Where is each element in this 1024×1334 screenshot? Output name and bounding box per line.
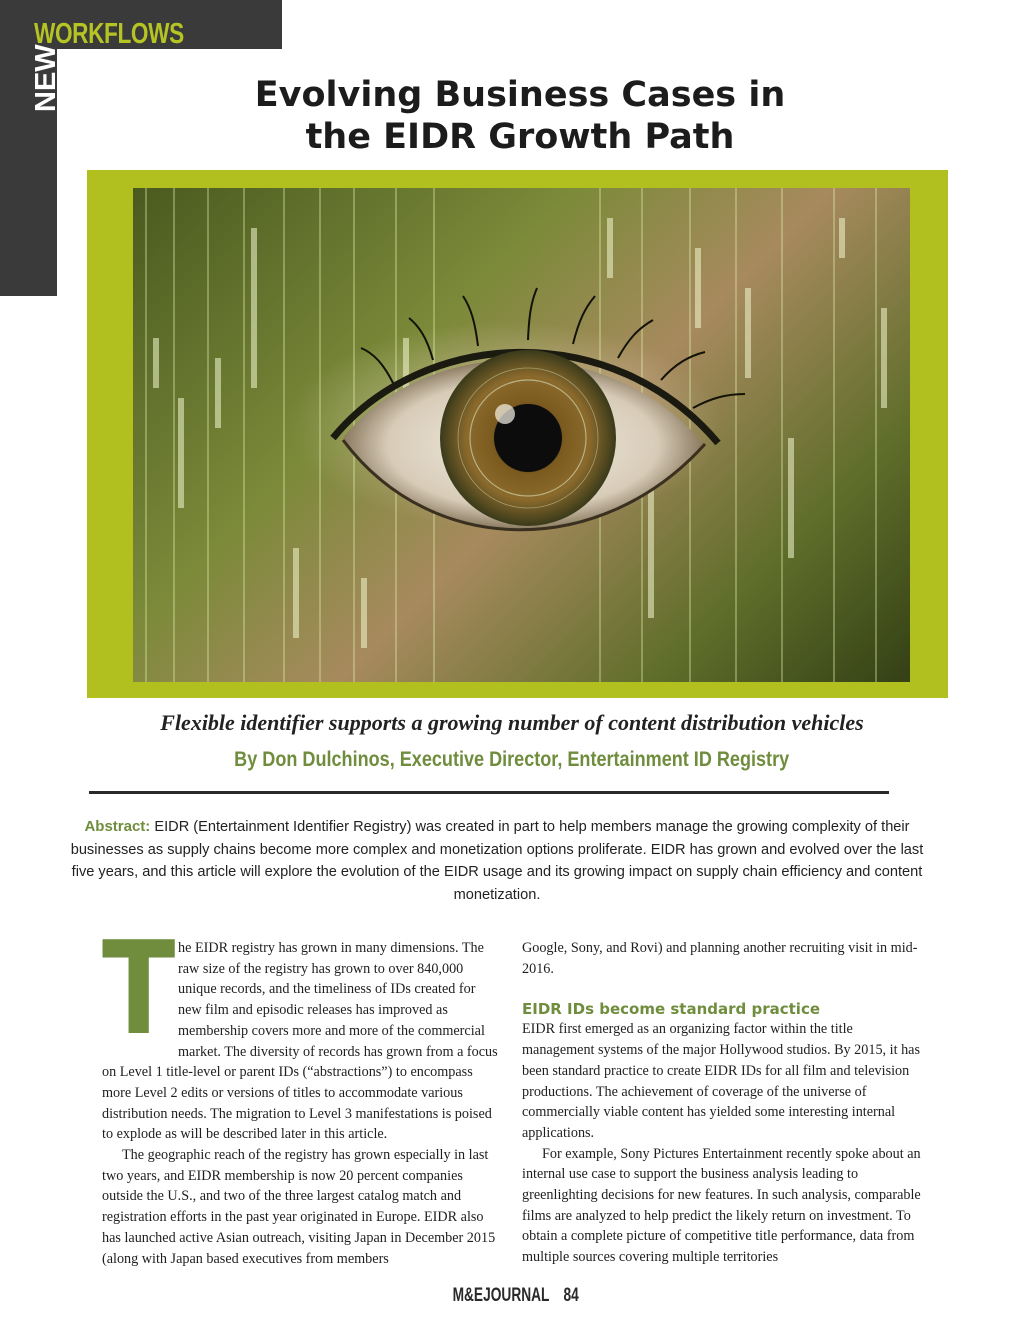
eye-illustration — [133, 188, 910, 682]
divider-rule — [89, 791, 889, 794]
first-paragraph-wrap — [102, 915, 498, 1145]
footer-text — [444, 1285, 580, 1307]
article-byline — [80, 748, 944, 772]
title-line-2: the EIDR Growth Path — [305, 117, 735, 157]
page-footer — [0, 1285, 1024, 1307]
section-new-tag: NEW — [30, 44, 62, 112]
body-paragraph-5: For example, Sony Pictures Entertainment recently spoke about an internal use case to support the business analysis leading to greenlighting decisions for new features. In such analysis, comparable films are analyzed to help predict the likely return on investment. To obtain a complete picture of competitive title performance, data from multiple sources covering multiple territories — [522, 1145, 921, 1266]
body-paragraph-1: he EIDR registry has grown in many dimensions. The raw size of the registry has grown to over 840,000 unique records, and the timeliness of IDs created for new film and episodic releases has improved as membership covers more and more of the commercial market. The diversity of records has grown from a focus on Level 1 title-level or parent IDs (“abstractions”) to encompass more Level 2 edits or versions of titles to accommodate various distribution needs. The migration to Level 3 manifestations is poised to explode as will be described later in this article. — [102, 940, 498, 1143]
body-column-left — [102, 915, 498, 1269]
body-paragraph-4: EIDR first emerged as an organizing factor within the title management systems of the major Hollywood studios. By 2015, it has been standard practice to create EIDR IDs for all film and television productions. The achievement of coverage of the universe of commercially viable content has yielded some interesting internal applications. — [522, 1021, 920, 1141]
article-subtitle: Flexible identifier supports a growing number of content distribution vehicles — [160, 710, 864, 735]
body-column-right — [522, 938, 922, 1268]
abstract-label: Abstract: — [84, 818, 151, 835]
abstract — [60, 816, 934, 906]
hero-image — [133, 188, 910, 682]
body-paragraph-2: The geographic reach of the registry has grown especially in last two years, and EIDR membership is now 20 percent companies outside the U.S., and two of the three largest catalog match and registration efforts in the past year originated in Europe. EIDR also has launched active Asian outreach, visiting Japan in December 2015 (along with Japan based executives from members — [102, 1147, 496, 1267]
article-title — [120, 74, 920, 158]
abstract-text: EIDR (Entertainment Identifier Registry) was created in part to help members manage the growing complexity of their businesses as supply chains become more complex and monetization options proliferate. EIDR has grown and evolved over the last five years, and this article will explore the evolution of the EIDR usage and its growing impact on supply chain efficiency and content monetization. — [70, 819, 924, 903]
section-label: WORKFLOWS — [34, 18, 184, 50]
page-number: 84 — [563, 1285, 579, 1306]
title-line-1: Evolving Business Cases in — [254, 75, 786, 115]
body-paragraph-3: Google, Sony, and Rovi) and planning another recruiting visit in mid-2016. — [522, 940, 918, 977]
section-heading: EIDR IDs become standard practice — [522, 1000, 821, 1019]
journal-name: M&EJOURNAL — [452, 1285, 550, 1306]
drop-cap: T — [102, 915, 176, 1064]
byline-text: By Don Dulchinos, Executive Director, Entertainment ID Registry — [234, 748, 790, 771]
